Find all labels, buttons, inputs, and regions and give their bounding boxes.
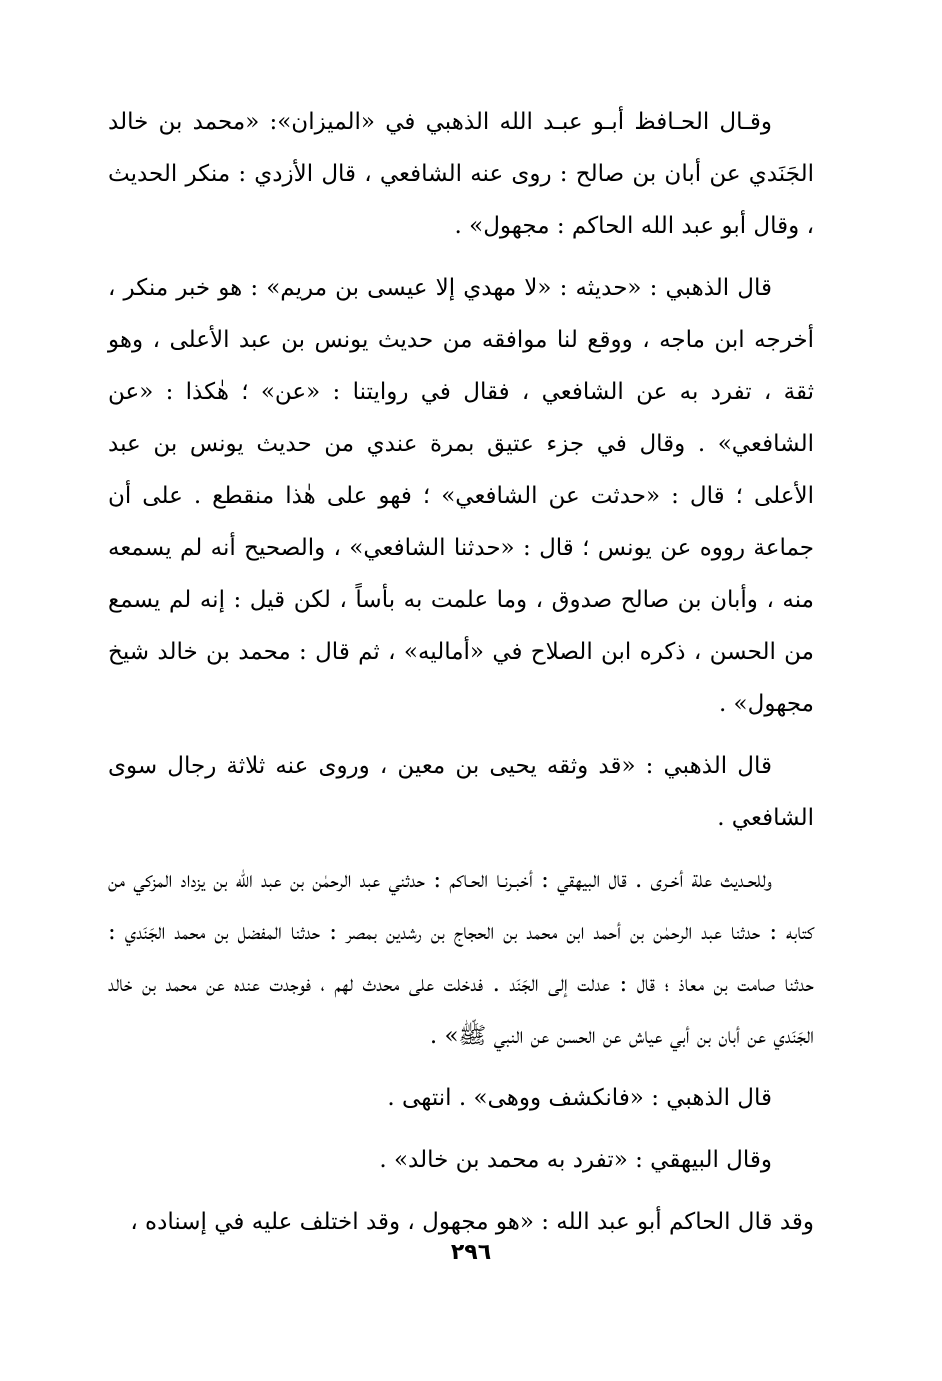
paragraph-dhahabi-hadith: قال الذهبي : «حديثه : «لا مهدي إلا عيسى بن مريم» : هو خبر منكر ، أخرجه ابن ماجه ، ووقع لنا موافقه من حديث يونس بن عبد الأعلى ، وهو ثقة ، تفرد به عن الشافعي ، فقال في روايتنا : «عن» ؛ هٰكذا : «عن الشافعي» . وقال في جزء عتيق بمرة عندي من حديث يونس بن عبد الأعلى ؛ قال : «حدثت عن الشافعي» ؛ فهو على هٰذا منقطع . على أن جماعة رووه عن يونس ؛ قال : «حدثنا الشافعي» ، والصحيح أنه لم يسمعه منه ، وأبان بن صالح صدوق ، وما علمت به بأساً ، لكن قيل : إنه لم يسمع من الحسن ، ذكره ابن الصلاح في «أماليه» ، ثم قال : محمد بن خالد شيخ مجهول» . bbox=[108, 275, 814, 717]
body-text bbox=[108, 96, 814, 1258]
paragraph-dhahabi-conclusion: قال الذهبي : «فانكشف ووهى» . انتهى . bbox=[387, 1085, 772, 1111]
paragraph-mizan-quote: وقـال الحـافظ أبـو عبـد الله الذهبي في «الميزان»: «محمد بن خالد الجَنَدي عن أبان بن صالح : روى عنه الشافعي ، قال الأزدي : منكر الحديث ، وقال أبو عبد الله الحاكم : مجهول» . bbox=[108, 109, 814, 239]
page-number: ٢٩٦ bbox=[450, 1240, 492, 1265]
paragraph-bayhaqi: وقال البيهقي : «تفرد به محمد بن خالد» . bbox=[379, 1147, 772, 1173]
paragraph-hakim: وقد قال الحاكم أبو عبد الله : «هو مجهول ، وقد اختلف عليه في إسناده ، bbox=[130, 1209, 814, 1235]
paragraph-another-defect: وللحـديث علة أخـرى . قال البيهقي : أخبـرنـا الحـاكم : حدثني عبد الرحمٰن بن عبد الله بن يزداد المزكي من كتابه : حدثنا عبد الرحمٰن بن أحمد ابن محمد بن الحجاج بن رشدين بمصر : حدثنا المفضل بن محمد الجَنَدي : حدثنا صامت بن معاذ ؛ قال : عدلت إلى الجَنَد . فدخلت على محدث لهم ، فوجدت عنده عن محمد بن خالد الجَنَدي عن أبان بن أبي عياش عن الحسن عن النبي ﷺ» . bbox=[108, 867, 814, 1049]
paragraph-ibn-main: قال الذهبي : «قد وثقه يحيى بن معين ، وروى عنه ثلاثة رجال سوى الشافعي . bbox=[108, 753, 814, 831]
